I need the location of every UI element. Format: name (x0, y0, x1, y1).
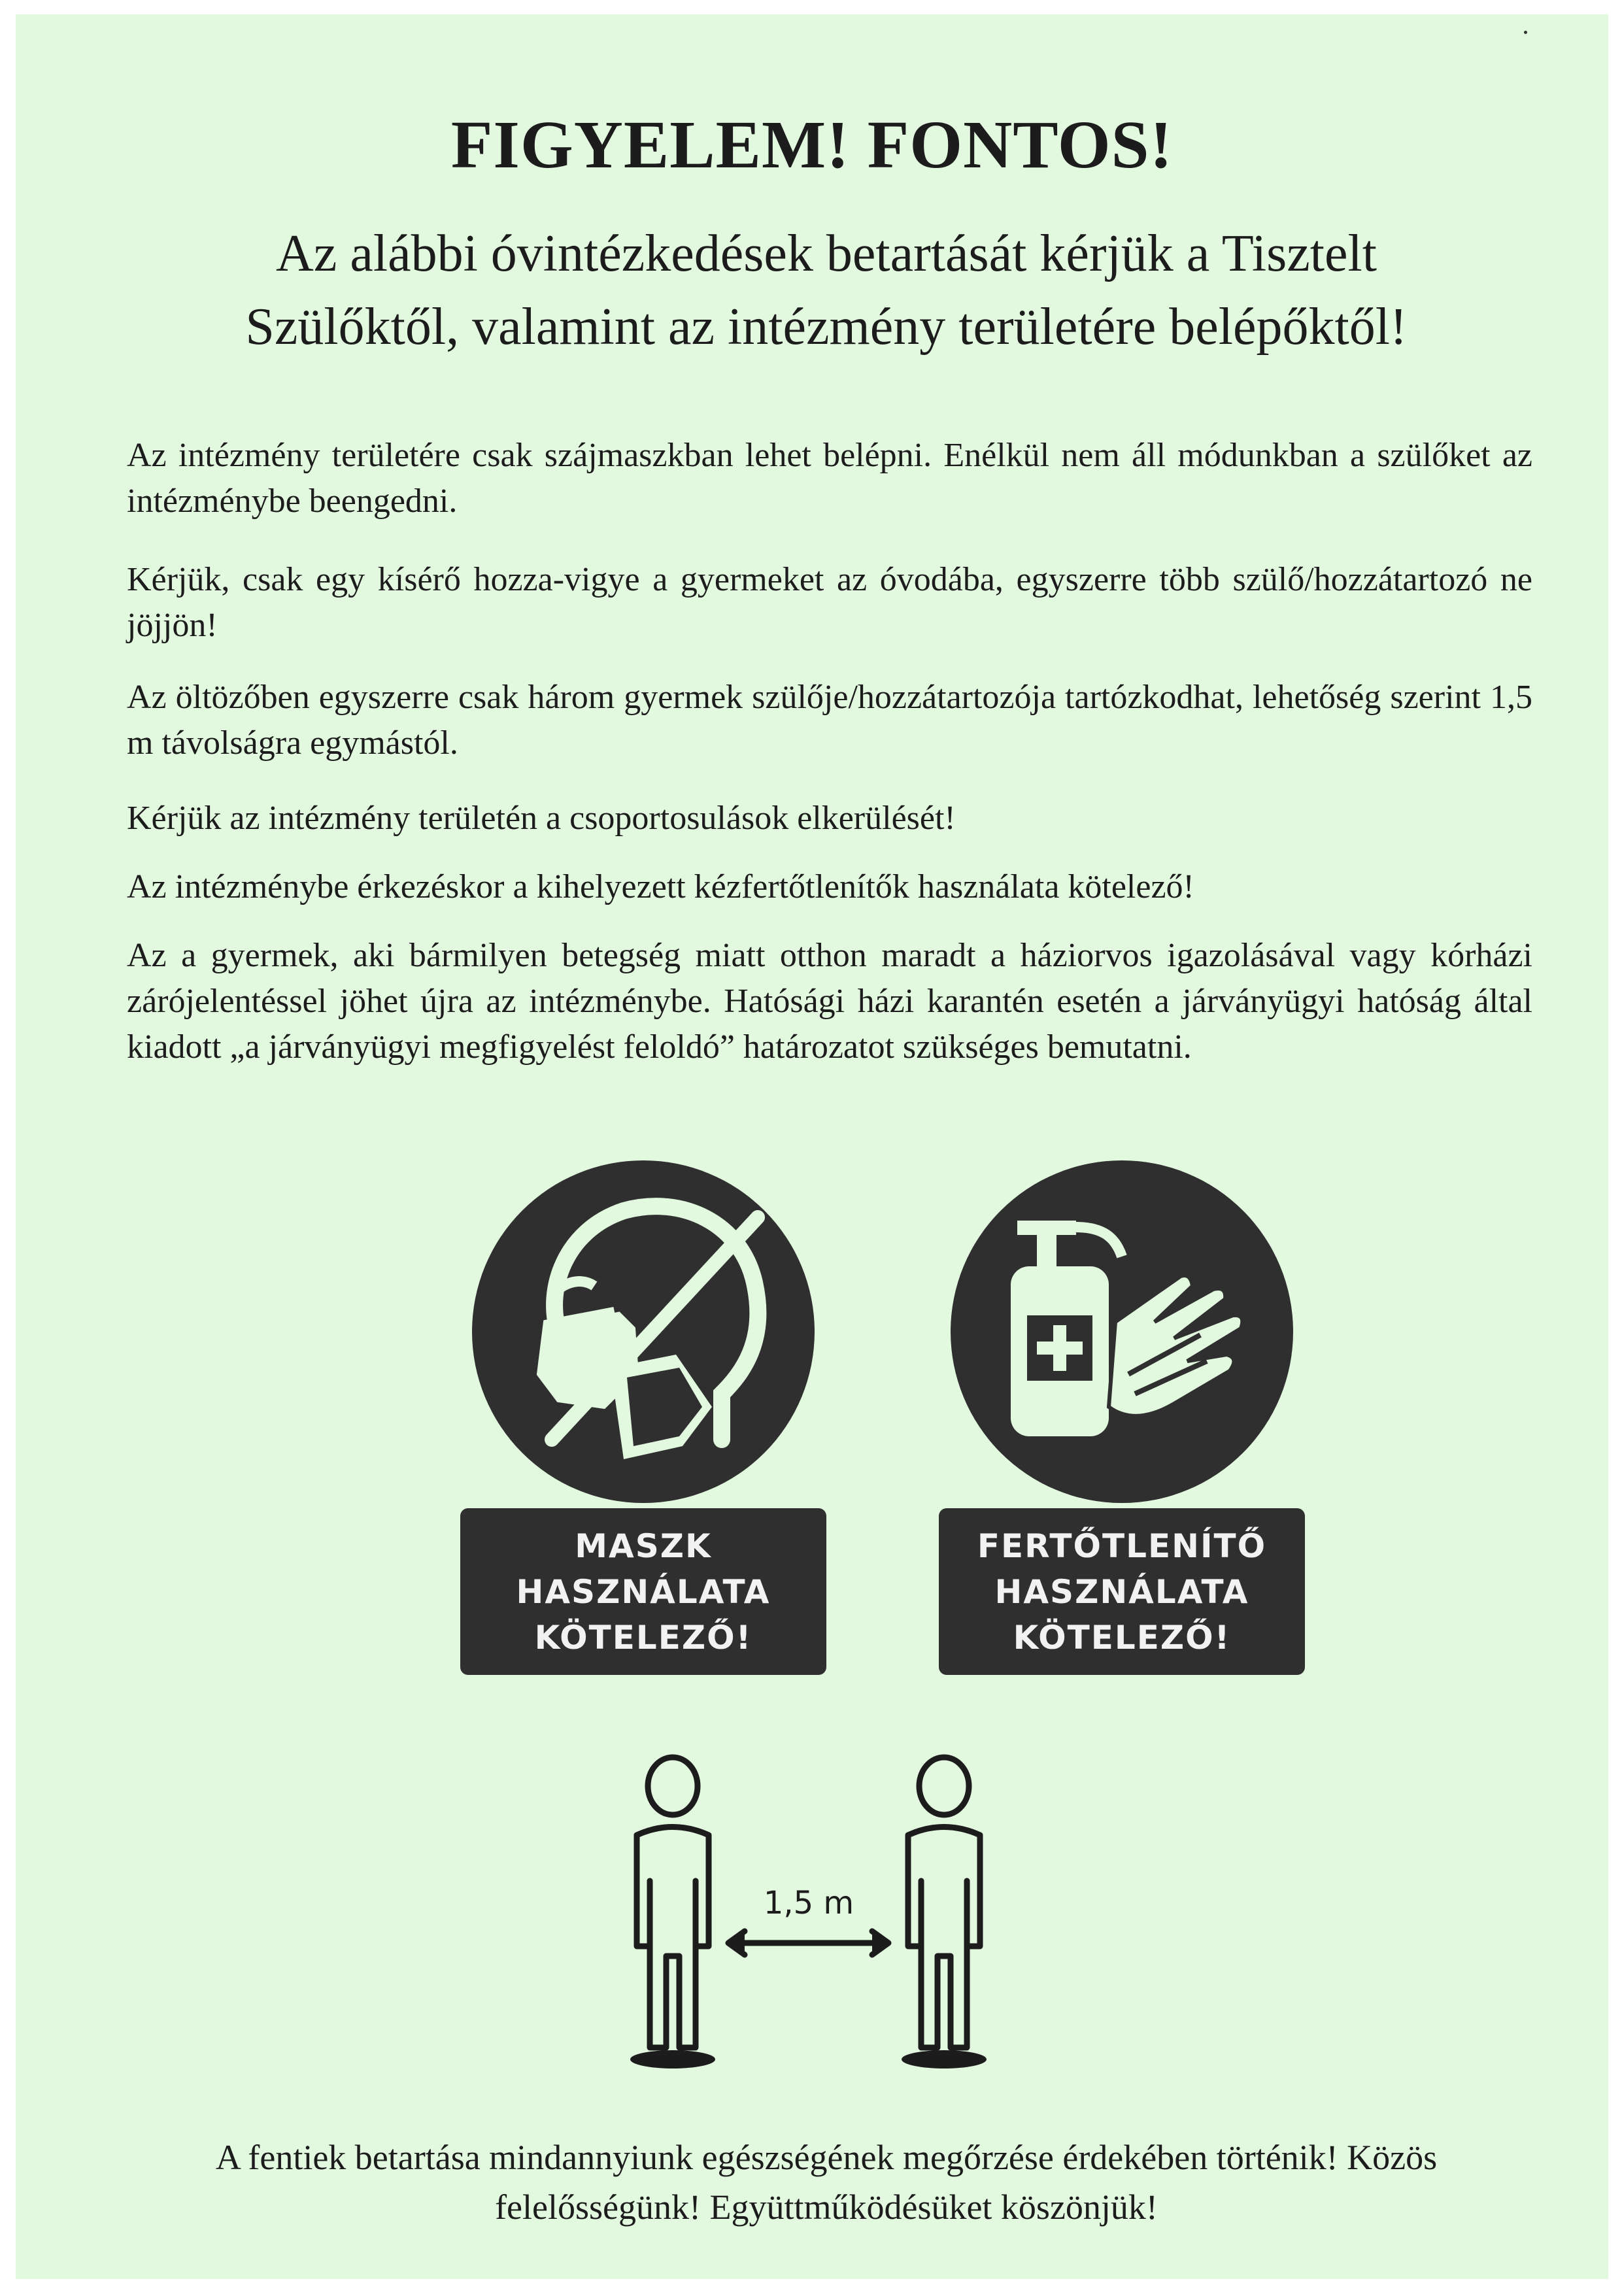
face-mask-icon (460, 1158, 826, 1505)
mask-label-line3: KÖTELEZŐ! (534, 1618, 752, 1657)
hand-sanitizer-icon (939, 1158, 1305, 1505)
distance-label: 1,5 m (763, 1885, 854, 1921)
sanitizer-required-label (939, 1508, 1305, 1675)
paragraph-cloakroom: Az öltözőben egyszerre csak három gyermek szülője/hozzátartozója tartózkodhat, lehetőség szerint 1,5 m távolságra egymástól. (127, 679, 1532, 762)
paragraph-sanitizer: Az intézménybe érkezéskor a kihelyezett kézfertőtlenítők használata kötelező! (127, 868, 1194, 905)
mask-required-label (460, 1508, 826, 1675)
closing-note: A fentiek betartása mindannyiunk egészségének megőrzése érdekében történik! Közös felelősségünk! Együttműködésüket köszönjük! (215, 2138, 1438, 2227)
paragraph-mask-entry: Az intézmény területére csak szájmaszkban lehet belépni. Enélkül nem áll módunkban a szülőket az intézménybe beengedni. (127, 437, 1532, 520)
social-distance-icon (624, 1753, 996, 2080)
page-subtitle: Az alábbi óvintézkedések betartását kérjük a Tisztelt Szülőktől, valamint az intézmény területére belépőktől! (245, 225, 1408, 356)
notice-sheet (16, 14, 1608, 2279)
sanitizer-label-line3: KÖTELEZŐ! (1013, 1618, 1231, 1657)
page-title: FIGYELEM! FONTOS! (450, 107, 1174, 182)
mask-label-line1: MASZK (575, 1527, 712, 1565)
paragraph-sick-children: Az a gyermek, aki bármilyen betegség miatt otthon maradt a háziorvos igazolásával vagy kórházi zárójelentéssel jöhet újra az intézménybe. Hatósági házi karantén esetén a járványügyi hatóság által kiadott „a járványügyi megfigyelést feloldó” határozatot szükséges bemutatni. (127, 937, 1532, 1066)
mask-label-line2: HASZNÁLATA (516, 1572, 771, 1611)
sanitizer-label-line2: HASZNÁLATA (994, 1572, 1249, 1611)
paragraph-no-gatherings: Kérjük az intézmény területén a csoportosulások elkerülését! (127, 800, 956, 837)
scan-speck (1524, 31, 1527, 34)
paragraph-one-escort: Kérjük, csak egy kísérő hozza-vigye a gyermeket az óvodába, egyszerre több szülő/hozzátartozó ne jöjjön! (127, 561, 1532, 644)
sanitizer-label-line1: FERTŐTLENÍTŐ (977, 1527, 1267, 1565)
